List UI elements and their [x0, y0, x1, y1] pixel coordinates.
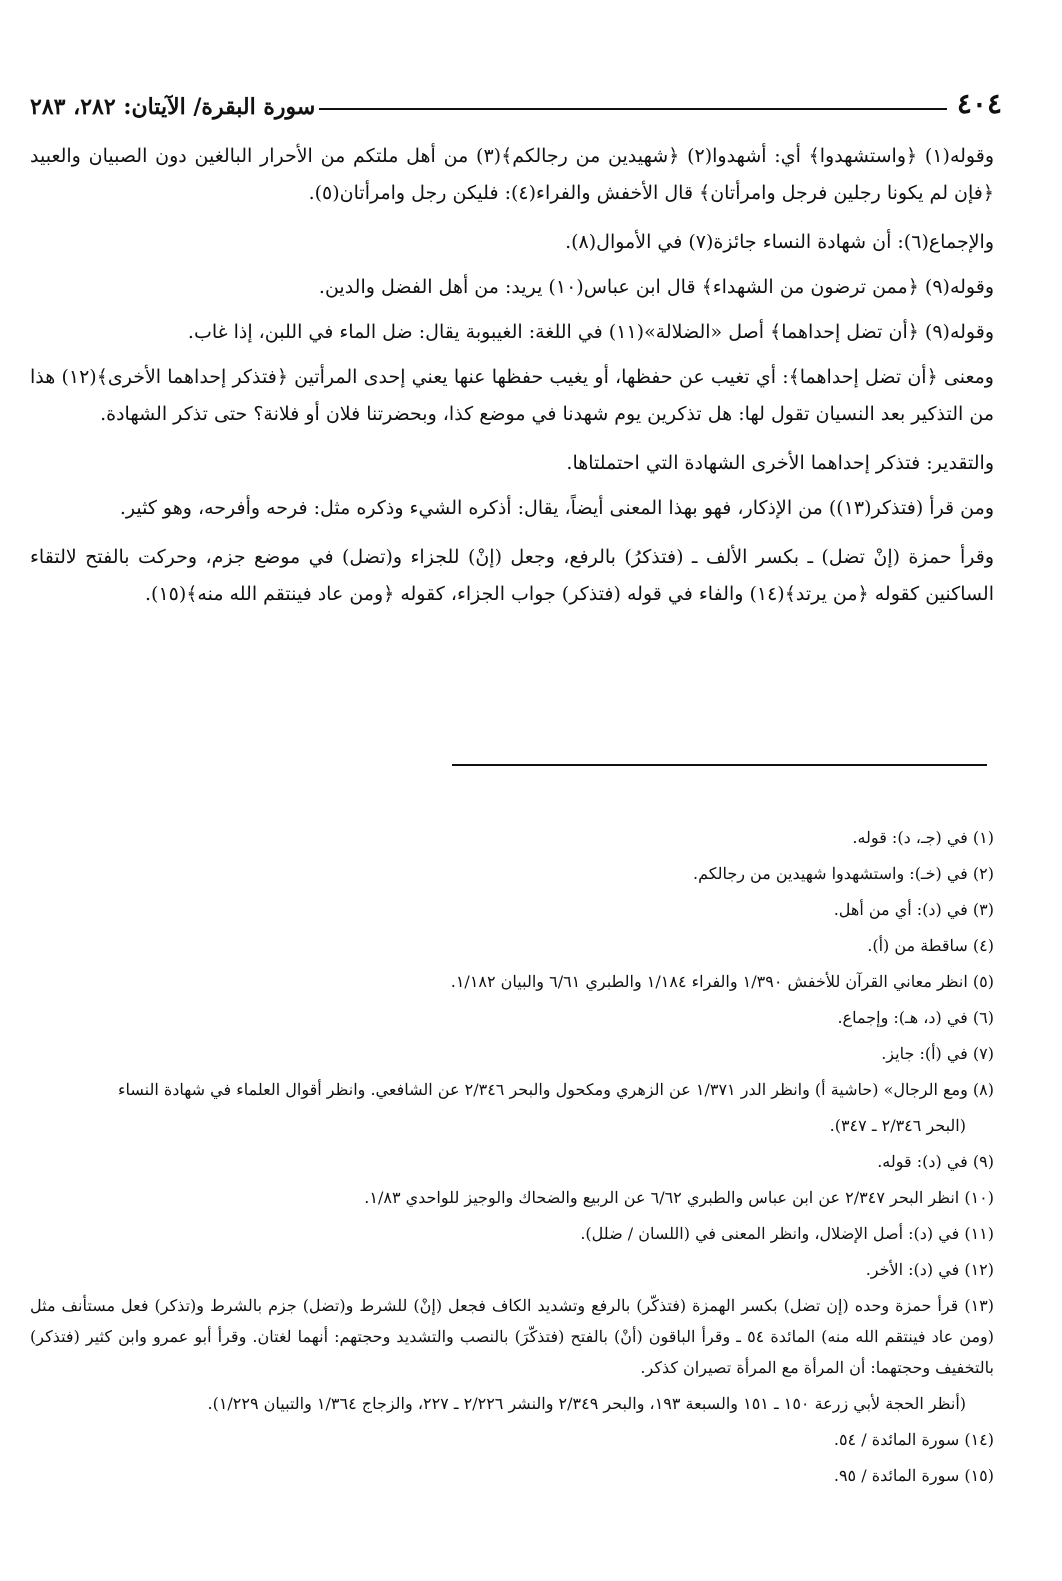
footnote-continuation: (البحر ٢/٣٤٦ ـ ٣٤٧).: [829, 1116, 966, 1135]
paragraph: وقوله(٩) ﴿أن تضل إحداهما﴾ أصل «الضلالة»(١١) في اللغة: الغيبوبة يقال: ضل الماء في اللبن، إذا غاب.: [187, 321, 994, 343]
footnote: (٧) في (أ): جايز.: [881, 1044, 994, 1063]
paragraph: وقرأ حمزة (إنْ تضل) ـ بكسر الألف ـ (فتذكرُ) بالرفع، وجعل (إنْ) للجزاء و(تضل) في موضع جزم، وحركت بالفتح لالتقاء الساكنين كقوله ﴿من يرتد﴾(١٤) والفاء في قوله (فتذكر) جواب الجزاء، كقوله ﴿ومن عاد فينتقم الله منه﴾(١٥).: [30, 546, 994, 605]
footnote: (١٠) انظر البحر ٢/٣٤٧ عن ابن عباس والطبري ٦/٦٢ عن الربيع والضحاك والوجيز للواحدي ١/٨٣.: [364, 1188, 994, 1207]
footnotes: [30, 822, 994, 1496]
footnote: (٤) ساقطة من (أ).: [867, 936, 994, 955]
footnote: (٥) انظر معاني القرآن للأخفش ١/٣٩٠ والفراء ١/١٨٤ والطبري ٦/٦١ والبيان ١/١٨٢.: [450, 972, 994, 991]
footnote: (١٢) في (د): الأخر.: [865, 1260, 994, 1279]
footnote: (٦) في (د، هـ): وإجماع.: [837, 1008, 994, 1027]
footnote: (١) في (جـ، د): قوله.: [852, 828, 994, 847]
footnote: (١١) في (د): أصل الإضلال، وانظر المعنى في (اللسان / ضلل).: [580, 1224, 994, 1243]
footnote: (٩) في (د): قوله.: [877, 1152, 994, 1171]
footnote-continuation: (أنظر الحجة لأبي زرعة ١٥٠ ـ ١٥١ والسبعة ١٩٣، والبحر ٢/٣٤٩ والنشر ٢/٢٢٦ ـ ٢٢٧، والزجاج ١/٣٦٤ والتبيان ١/٢٢٩).: [207, 1394, 966, 1413]
running-title: سورة البقرة/ الآيتان: ٢٨٢، ٢٨٣: [30, 94, 316, 120]
footnote: (١٣) قرأ حمزة وحده (إن تضل) بكسر الهمزة (فتذكّر) بالرفع وتشديد الكاف فجعل (إنْ) للشرط و(تضل) جزم بالشرط و(تذكر) فعل مستأنف مثل (ومن عاد فينتقم الله منه) المائدة ٥٤ ـ وقرأ الباقون (أنْ) بالفتح (فتذكّرَ) بالنصب والتشديد وحجتهم: أنهما لغتان. وقرأ أبو عمرو وابن كثير (فتذكر) بالتخفيف وحجتهما: أن المرأة مع المرأة تصيران كذكر.: [30, 1296, 995, 1377]
paragraph: ومعنى ﴿أن تضل إحداهما﴾: أي تغيب عن حفظها، أو يغيب حفظها عنها يعني إحدى المرأتين ﴿فتذكر إحداهما الأخرى﴾(١٢) هذا من التذكير بعد النسيان تقول لها: هل تذكرين يوم شهدنا في موضع كذا، وبحضرتنا فلان أو فلانة؟ حتى تذكر الشهادة.: [30, 366, 994, 425]
paragraph: وقوله(١) ﴿واستشهدوا﴾ أي: أشهدوا(٢) ﴿شهيدين من رجالكم﴾(٣) من أهل ملتكم من الأحرار البالغين دون الصبيان والعبيد ﴿فإن لم يكونا رجلين فرجل وامرأتان﴾ قال الأخفش والفراء(٤): فليكن رجل وامرأتان(٥).: [30, 145, 995, 204]
main-text: [30, 138, 994, 625]
page-header: [30, 80, 1002, 120]
footnote: (٣) في (د): أي من أهل.: [833, 900, 994, 919]
footnote: (٨) ومع الرجال» (حاشية أ) وانظر الدر ١/٣٧١ عن الزهري ومكحول والبحر ٢/٣٤٦ عن الشافعي. وانظر أقوال العلماء في شهادة النساء: [117, 1080, 994, 1099]
footnote: (١٤) سورة المائدة / ٥٤.: [833, 1430, 994, 1449]
paragraph: ومن قرأ (فتذكر(١٣)) من الإذكار، فهو بهذا المعنى أيضاً، يقال: أذكره الشيء وذكره مثل: فرحه وأفرحه، وهو كثير.: [119, 497, 994, 519]
footnote: (١٥) سورة المائدة / ٩٥.: [833, 1466, 994, 1485]
footnote-separator: [452, 764, 987, 766]
paragraph: وقوله(٩) ﴿ممن ترضون من الشهداء﴾ قال ابن عباس(١٠) يريد: من أهل الفضل والدين.: [318, 276, 994, 298]
footnote: (٢) في (خـ): واستشهدوا شهيدين من رجالكم.: [693, 864, 994, 883]
page-number: ٤٠٤: [956, 87, 1002, 120]
paragraph: والإجماع(٦): أن شهادة النساء جائزة(٧) في الأموال(٨).: [565, 231, 994, 253]
paragraph: والتقدير: فتذكر إحداهما الأخرى الشهادة التي احتملتاها.: [566, 452, 994, 474]
header-rule: [319, 108, 947, 110]
